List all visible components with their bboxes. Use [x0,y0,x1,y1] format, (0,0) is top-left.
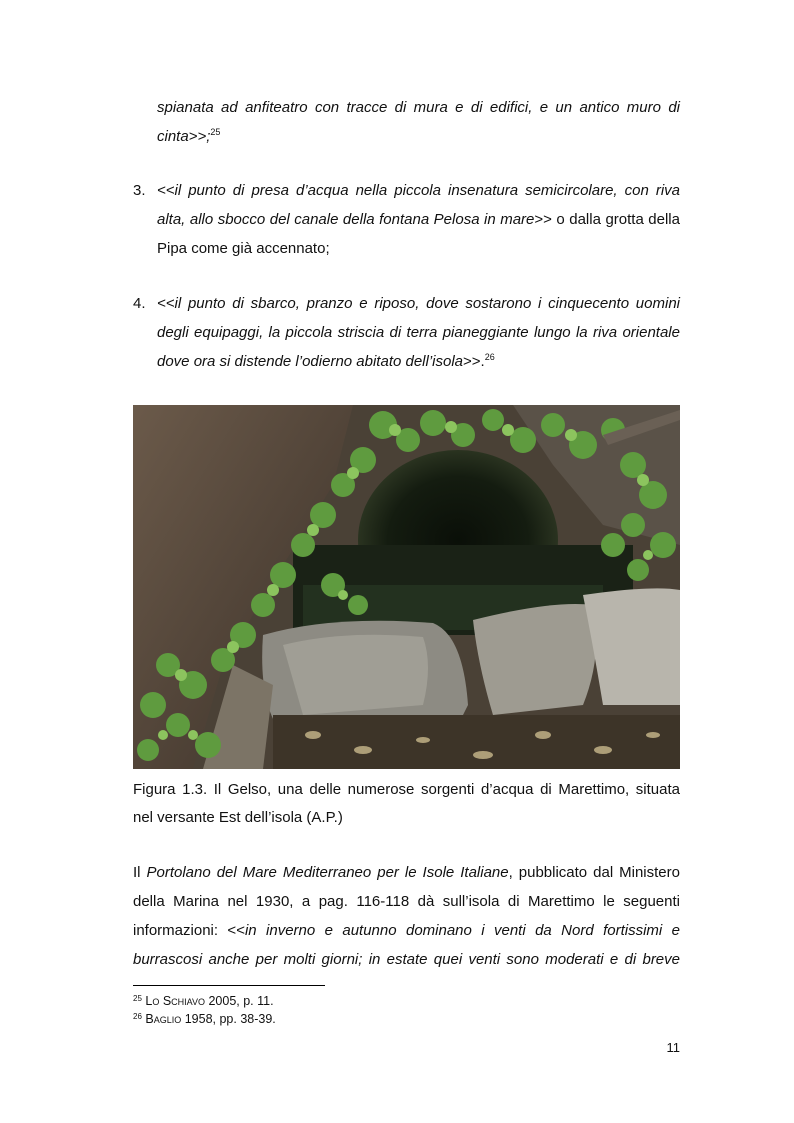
footnote-ref-25: 25 [210,127,221,137]
item4-line1: <<il punto di sbarco, pranzo e riposo, dove sostarono i cinquecento uomini [157,295,680,312]
body-paragraph [133,858,680,974]
item2-line2: cinta>>;$^{25}$ [157,127,221,145]
para-line4: burrascosi anche per molti giorni; in estate quei venti sono moderati e di breve [133,951,680,968]
footnote-26: $^{26}$ Baglio 1958, pp. 38-39. [133,1012,276,1026]
item3-line2: alta, allo sbocco del canale della fontana Pelosa in mare>> o dalla grotta della [157,211,680,228]
item4-line2: degli equipaggi, la piccola striscia di terra pianeggiante lungo la riva orientale [157,324,680,341]
footnote-ref-26: 26 [484,352,495,362]
para-line2: della Marina nel 1930, a pag. 116-118 dà sull’isola di Marettimo le seguenti [133,893,680,910]
item2-line1: spianata ad anfiteatro con tracce di mura e di edifici, e un antico muro di [157,99,680,116]
item4-line3: dove ora si distende l’odierno abitato dell’isola>>.$^{26}$ [157,352,495,370]
list-item-3 [157,176,680,263]
page-number: 11 [666,1040,680,1055]
para-line1: Il Portolano del Mare Mediterraneo per le Isole Italiane, pubblicato dal Ministero [133,864,680,881]
para-line3: informazioni: <<in inverno e autunno dominano i venti da Nord fortissimi e [133,922,680,939]
caption-line2: nel versante Est dell’isola (A.P.) [133,809,343,826]
list-item-3-number: 3. [133,182,146,199]
list-item-4 [157,289,680,376]
footnote-25: $^{25}$ Lo Schiavo 2005, p. 11. [133,994,274,1008]
item3-line1: <<il punto di presa d’acqua nella piccola insenatura semicircolare, con riva [157,182,680,199]
caption-line1: Figura 1.3. Il Gelso, una delle numerose sorgenti d’acqua di Marettimo, situata [133,781,680,798]
item3-line3: Pipa come già accennato; [157,240,330,257]
footnote-separator [133,985,325,986]
figure-caption [133,776,680,832]
list-item-2-continuation [157,93,680,151]
list-item-4-number: 4. [133,295,146,312]
figure-photo-spring [133,405,680,769]
spring-photo-illustration [133,405,680,769]
